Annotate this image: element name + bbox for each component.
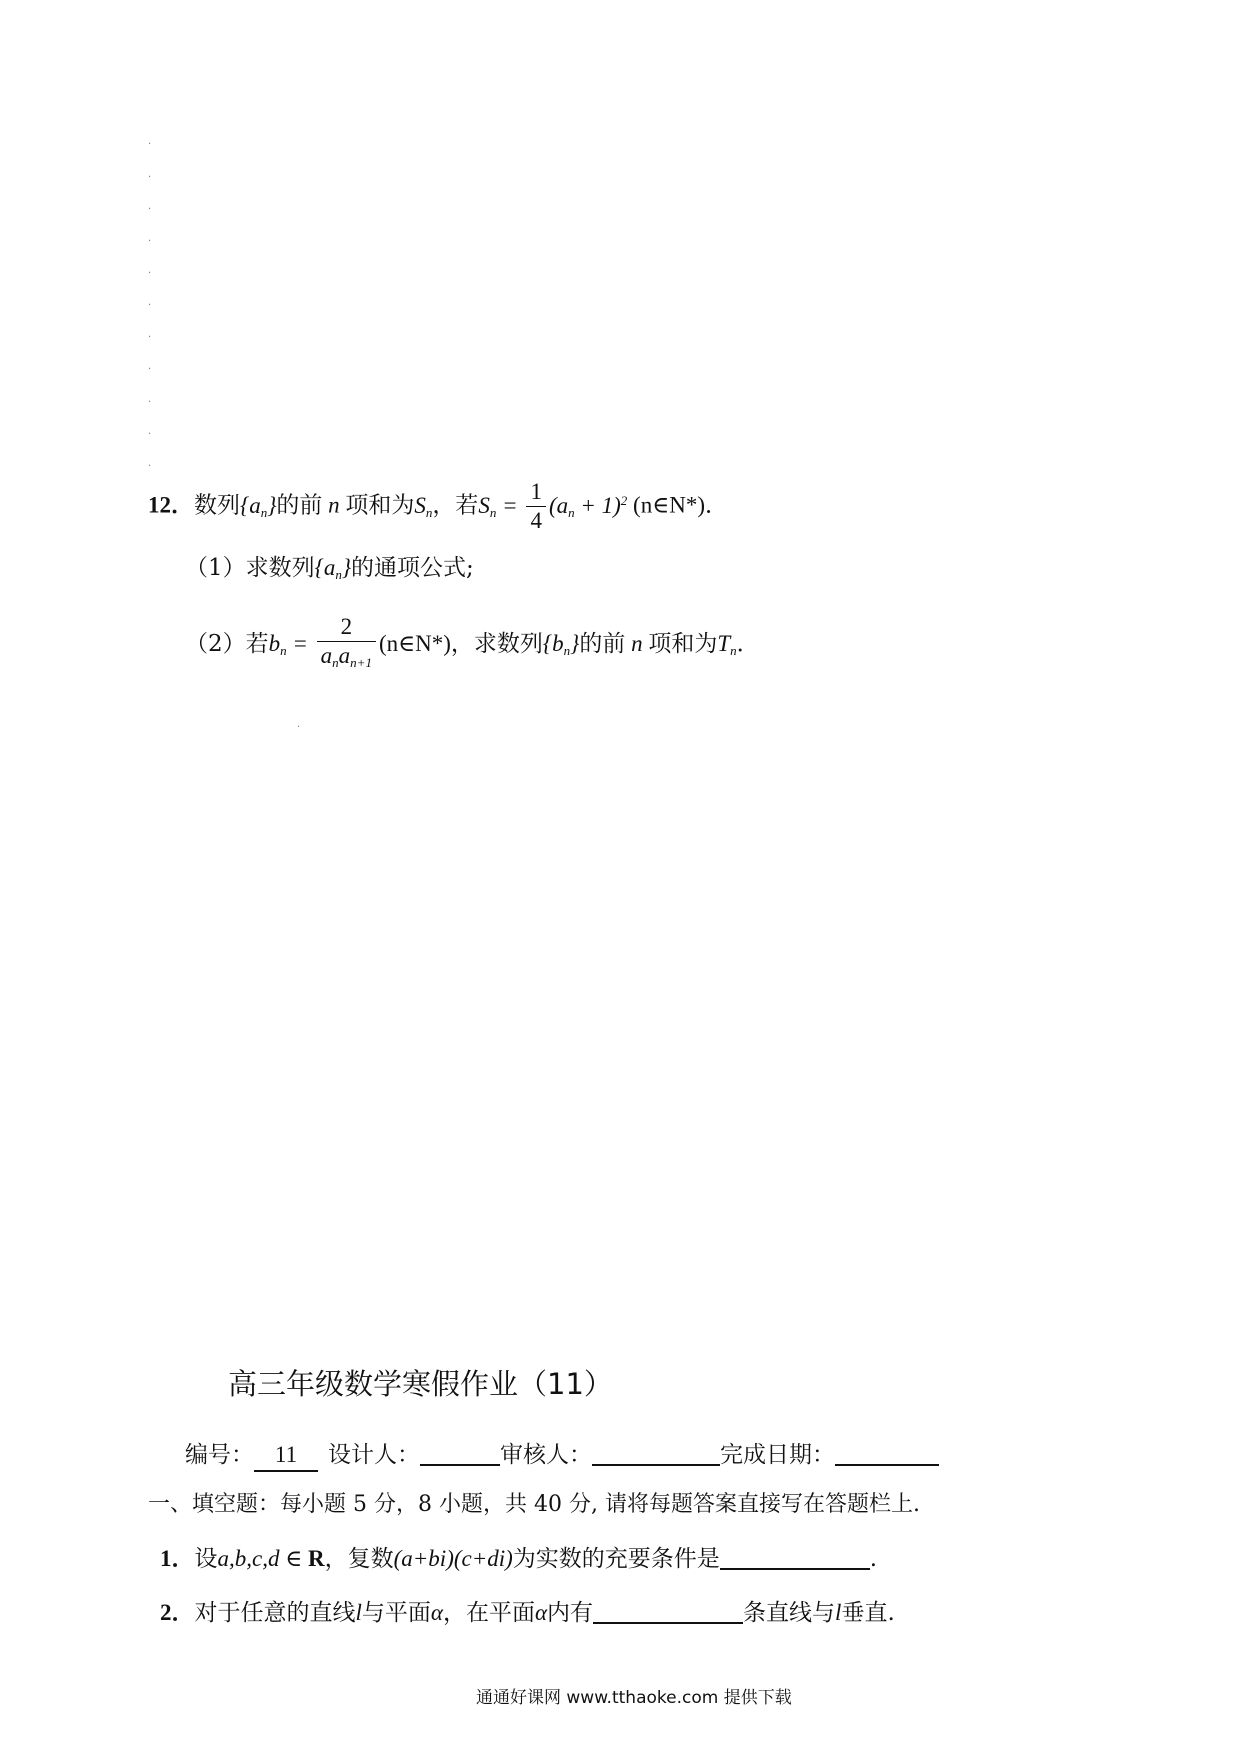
math: a,b,c,d — [217, 1546, 280, 1571]
text: 的通项公式; — [351, 555, 474, 581]
question-2 — [160, 1598, 895, 1628]
question-number: 1． — [160, 1546, 195, 1571]
margin-mark: . — [148, 361, 152, 372]
math: $\{a_n\}$ — [240, 492, 277, 520]
math: l — [835, 1600, 842, 1625]
answer-blank — [593, 1600, 743, 1624]
condition: (n∈N*) — [633, 492, 706, 518]
fraction-numerator: 2 — [317, 613, 376, 642]
end-mark: ． — [705, 492, 729, 519]
text: 的前 — [276, 492, 323, 519]
designer-label: 设计人： — [328, 1442, 420, 1468]
text: 设 — [194, 1546, 218, 1572]
text: 若 — [245, 631, 269, 657]
fraction — [526, 478, 546, 535]
id-value: 11 — [254, 1440, 318, 1472]
part-label: （2） — [185, 631, 246, 657]
math: $\{a_n\}$ — [314, 555, 352, 582]
margin-mark: . — [148, 426, 152, 437]
text: 的前 — [579, 631, 626, 657]
end-mark: . — [869, 1546, 878, 1572]
problem-number: 12． — [148, 492, 194, 518]
math: $\{b_n\}$ — [542, 631, 580, 658]
text: ，若 — [432, 492, 479, 519]
math: $S_n$ = — [478, 492, 524, 520]
reviewer-blank — [592, 1442, 720, 1466]
question-1: 1．设a,b,c,d ∈ R，复数(a+bi)(c+di)为实数的充要条件是 . — [160, 1546, 878, 1572]
page-title: 高三年级数学寒假作业（11） — [228, 1367, 613, 1401]
math: (a+bi)(c+di) — [393, 1546, 513, 1571]
fraction-denominator: 4 — [530, 508, 542, 533]
math: α — [534, 1600, 548, 1625]
text: 内有 — [547, 1600, 594, 1626]
margin-mark: . — [297, 719, 301, 730]
footer-source: 通通好课网 www.tthaoke.com 提供下载 — [476, 1688, 792, 1708]
problem-12-part-2 — [185, 613, 760, 677]
margin-mark: . — [148, 458, 152, 469]
margin-mark: . — [148, 329, 152, 340]
condition: (n∈N*)，求数列 — [378, 631, 543, 656]
math: n — [625, 631, 649, 656]
text: 为实数的充要条件是 — [512, 1546, 720, 1572]
text: 项和为 — [648, 631, 718, 657]
text: 垂直. — [841, 1600, 895, 1626]
text: ，复数 — [324, 1546, 394, 1572]
info-line — [185, 1440, 939, 1472]
fraction-denominator: $a_na_{n+1}$ — [320, 643, 372, 670]
fraction-numerator: 1 — [526, 478, 546, 507]
end-mark: ． — [736, 631, 760, 657]
margin-mark: . — [148, 265, 152, 276]
text: 对于任意的直线 — [194, 1600, 356, 1626]
margin-mark: . — [148, 233, 152, 244]
margin-mark: . — [148, 394, 152, 405]
math: $T_n$ — [717, 631, 737, 658]
margin-mark: . — [148, 201, 152, 212]
margin-mark: . — [148, 169, 152, 180]
id-label: 编号： — [185, 1442, 254, 1468]
problem-12-statement — [148, 478, 728, 535]
math: $b_n$ = — [268, 631, 314, 658]
question-number: 2． — [160, 1600, 195, 1625]
date-blank — [835, 1442, 939, 1466]
text: 求数列 — [245, 555, 315, 581]
problem-12-part-1 — [185, 553, 474, 590]
text: 项和为 — [345, 492, 415, 519]
date-label: 完成日期： — [720, 1442, 835, 1468]
text: ，在平面 — [442, 1600, 535, 1626]
margin-mark: . — [148, 136, 152, 147]
text: 条直线与 — [743, 1600, 836, 1626]
math: $S_n$ — [414, 492, 433, 520]
part-label: （1） — [185, 555, 246, 581]
math: α — [430, 1600, 443, 1625]
math: l — [355, 1600, 362, 1625]
text: 数列 — [194, 492, 240, 519]
section-heading: 一、填空题：每小题 5 分，8 小题，共 40 分, 请将每题答案直接写在答题栏上. — [148, 1492, 920, 1517]
designer-blank — [420, 1442, 500, 1466]
margin-mark: . — [148, 297, 152, 308]
math: $(a_n + 1)^2$ — [548, 492, 628, 520]
text: 与平面 — [361, 1600, 431, 1626]
reviewer-label: 审核人： — [500, 1442, 592, 1468]
answer-blank — [720, 1546, 870, 1570]
fraction — [317, 613, 376, 677]
math: n — [322, 492, 346, 518]
